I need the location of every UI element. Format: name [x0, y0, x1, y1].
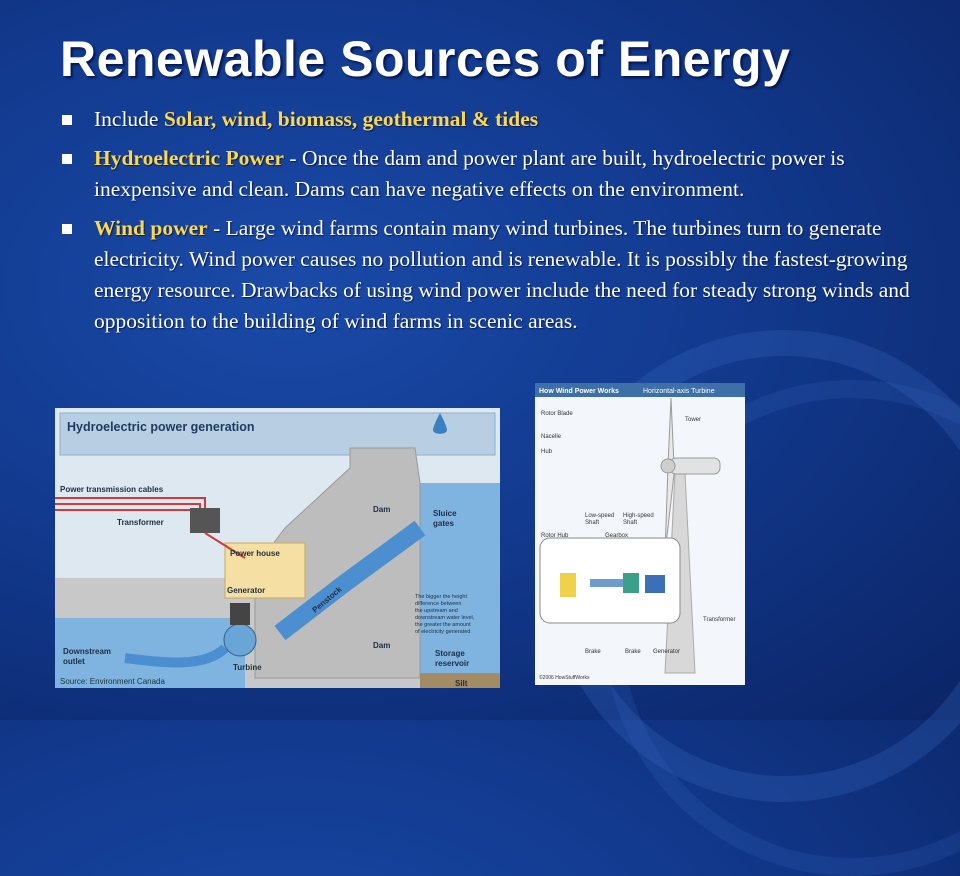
wind-title: How Wind Power Works — [539, 388, 619, 395]
label-dam-bottom: Dam — [373, 641, 391, 650]
svg-text:downstream water level,: downstream water level, — [415, 615, 475, 621]
label-copyright: ©2006 HowStuffWorks — [539, 675, 590, 681]
label-sluice: Sluice — [433, 509, 457, 518]
generator-icon — [230, 603, 250, 625]
bullet-highlight: Hydroelectric Power — [94, 146, 285, 170]
label-dam-top: Dam — [373, 505, 391, 514]
label-brake: Brake — [625, 649, 641, 655]
label-silt: Silt — [455, 679, 468, 688]
svg-text:Shaft: Shaft — [585, 520, 600, 526]
bullet-text: - Large wind farms contain many wind turbines. The turbines turn to generate electricity. Wind power causes no pollution and is renewable. It is possibly the fastest-growing energy resource. Drawbacks of using wind power include the need for steady strong winds and opposition to the building of wind farms in scenic areas. — [94, 216, 910, 333]
bullet-list — [60, 104, 910, 345]
label-downstream: Downstream — [63, 647, 112, 656]
bullet-item-sources — [60, 104, 910, 135]
label-rotor-blade: Rotor Blade — [541, 411, 573, 417]
label-rotor-hub: Rotor Hub — [541, 533, 569, 539]
label-hub: Hub — [541, 449, 553, 455]
label-penstock: Penstock — [310, 584, 344, 615]
label-tower: Tower — [685, 417, 702, 423]
wind-turbine-diagram — [535, 383, 745, 685]
label-cables: Power transmission cables — [60, 485, 164, 494]
svg-text:of electricity generated: of electricity generated — [415, 629, 471, 635]
nacelle-icon — [670, 458, 720, 474]
label-high-speed: High-speed — [623, 513, 654, 519]
label-turbine: Turbine — [233, 663, 262, 672]
label-storage: Storage — [435, 649, 465, 658]
label-low-speed: Low-speed — [585, 513, 615, 519]
bullet-item-wind — [60, 213, 910, 337]
label-generator: Generator — [227, 586, 266, 595]
square-bullet-icon — [62, 224, 72, 234]
bullet-highlight: Solar, wind, biomass, geothermal & tides — [163, 107, 539, 131]
bullet-highlight: Wind power — [94, 216, 208, 240]
square-bullet-icon — [62, 115, 72, 125]
label-transformer-wind: Transformer — [703, 617, 736, 623]
label-transformer: Transformer — [117, 518, 164, 527]
bullet-text: - Once the dam and power plant are built, hydroelectric power is inexpensive and clean. Dams can have negative effects on the environment. — [94, 146, 845, 201]
svg-text:Shaft: Shaft — [623, 520, 638, 526]
label-reservoir: reservoir — [435, 659, 470, 668]
slide-title: Renewable Sources of Energy — [60, 31, 791, 87]
square-bullet-icon — [62, 154, 72, 164]
label-gearbox: Gearbox — [605, 533, 629, 539]
wind-subtitle: Horizontal-axis Turbine — [643, 388, 715, 395]
svg-text:The bigger the height: The bigger the height — [415, 594, 467, 600]
transformer-icon — [190, 508, 220, 533]
label-gates: gates — [433, 519, 454, 528]
bullet-item-hydroelectric — [60, 143, 910, 205]
label-generator-wind: Generator — [653, 649, 681, 655]
label-source: Source: Environment Canada — [60, 677, 165, 686]
label-nacelle: Nacelle — [541, 434, 562, 440]
label-outlet: outlet — [63, 657, 85, 666]
label-brake: Brake — [585, 649, 601, 655]
turbine-icon — [224, 624, 256, 656]
svg-text:the greater the amount: the greater the amount — [415, 622, 471, 628]
hub-icon — [661, 459, 675, 473]
label-power-house: Power house — [230, 549, 280, 558]
svg-text:the upstream and: the upstream and — [415, 608, 458, 614]
bullet-text: Include — [94, 107, 164, 131]
hydro-title: Hydroelectric power generation — [67, 420, 255, 434]
hydroelectric-diagram — [55, 408, 500, 688]
svg-text:difference between: difference between — [415, 601, 462, 607]
